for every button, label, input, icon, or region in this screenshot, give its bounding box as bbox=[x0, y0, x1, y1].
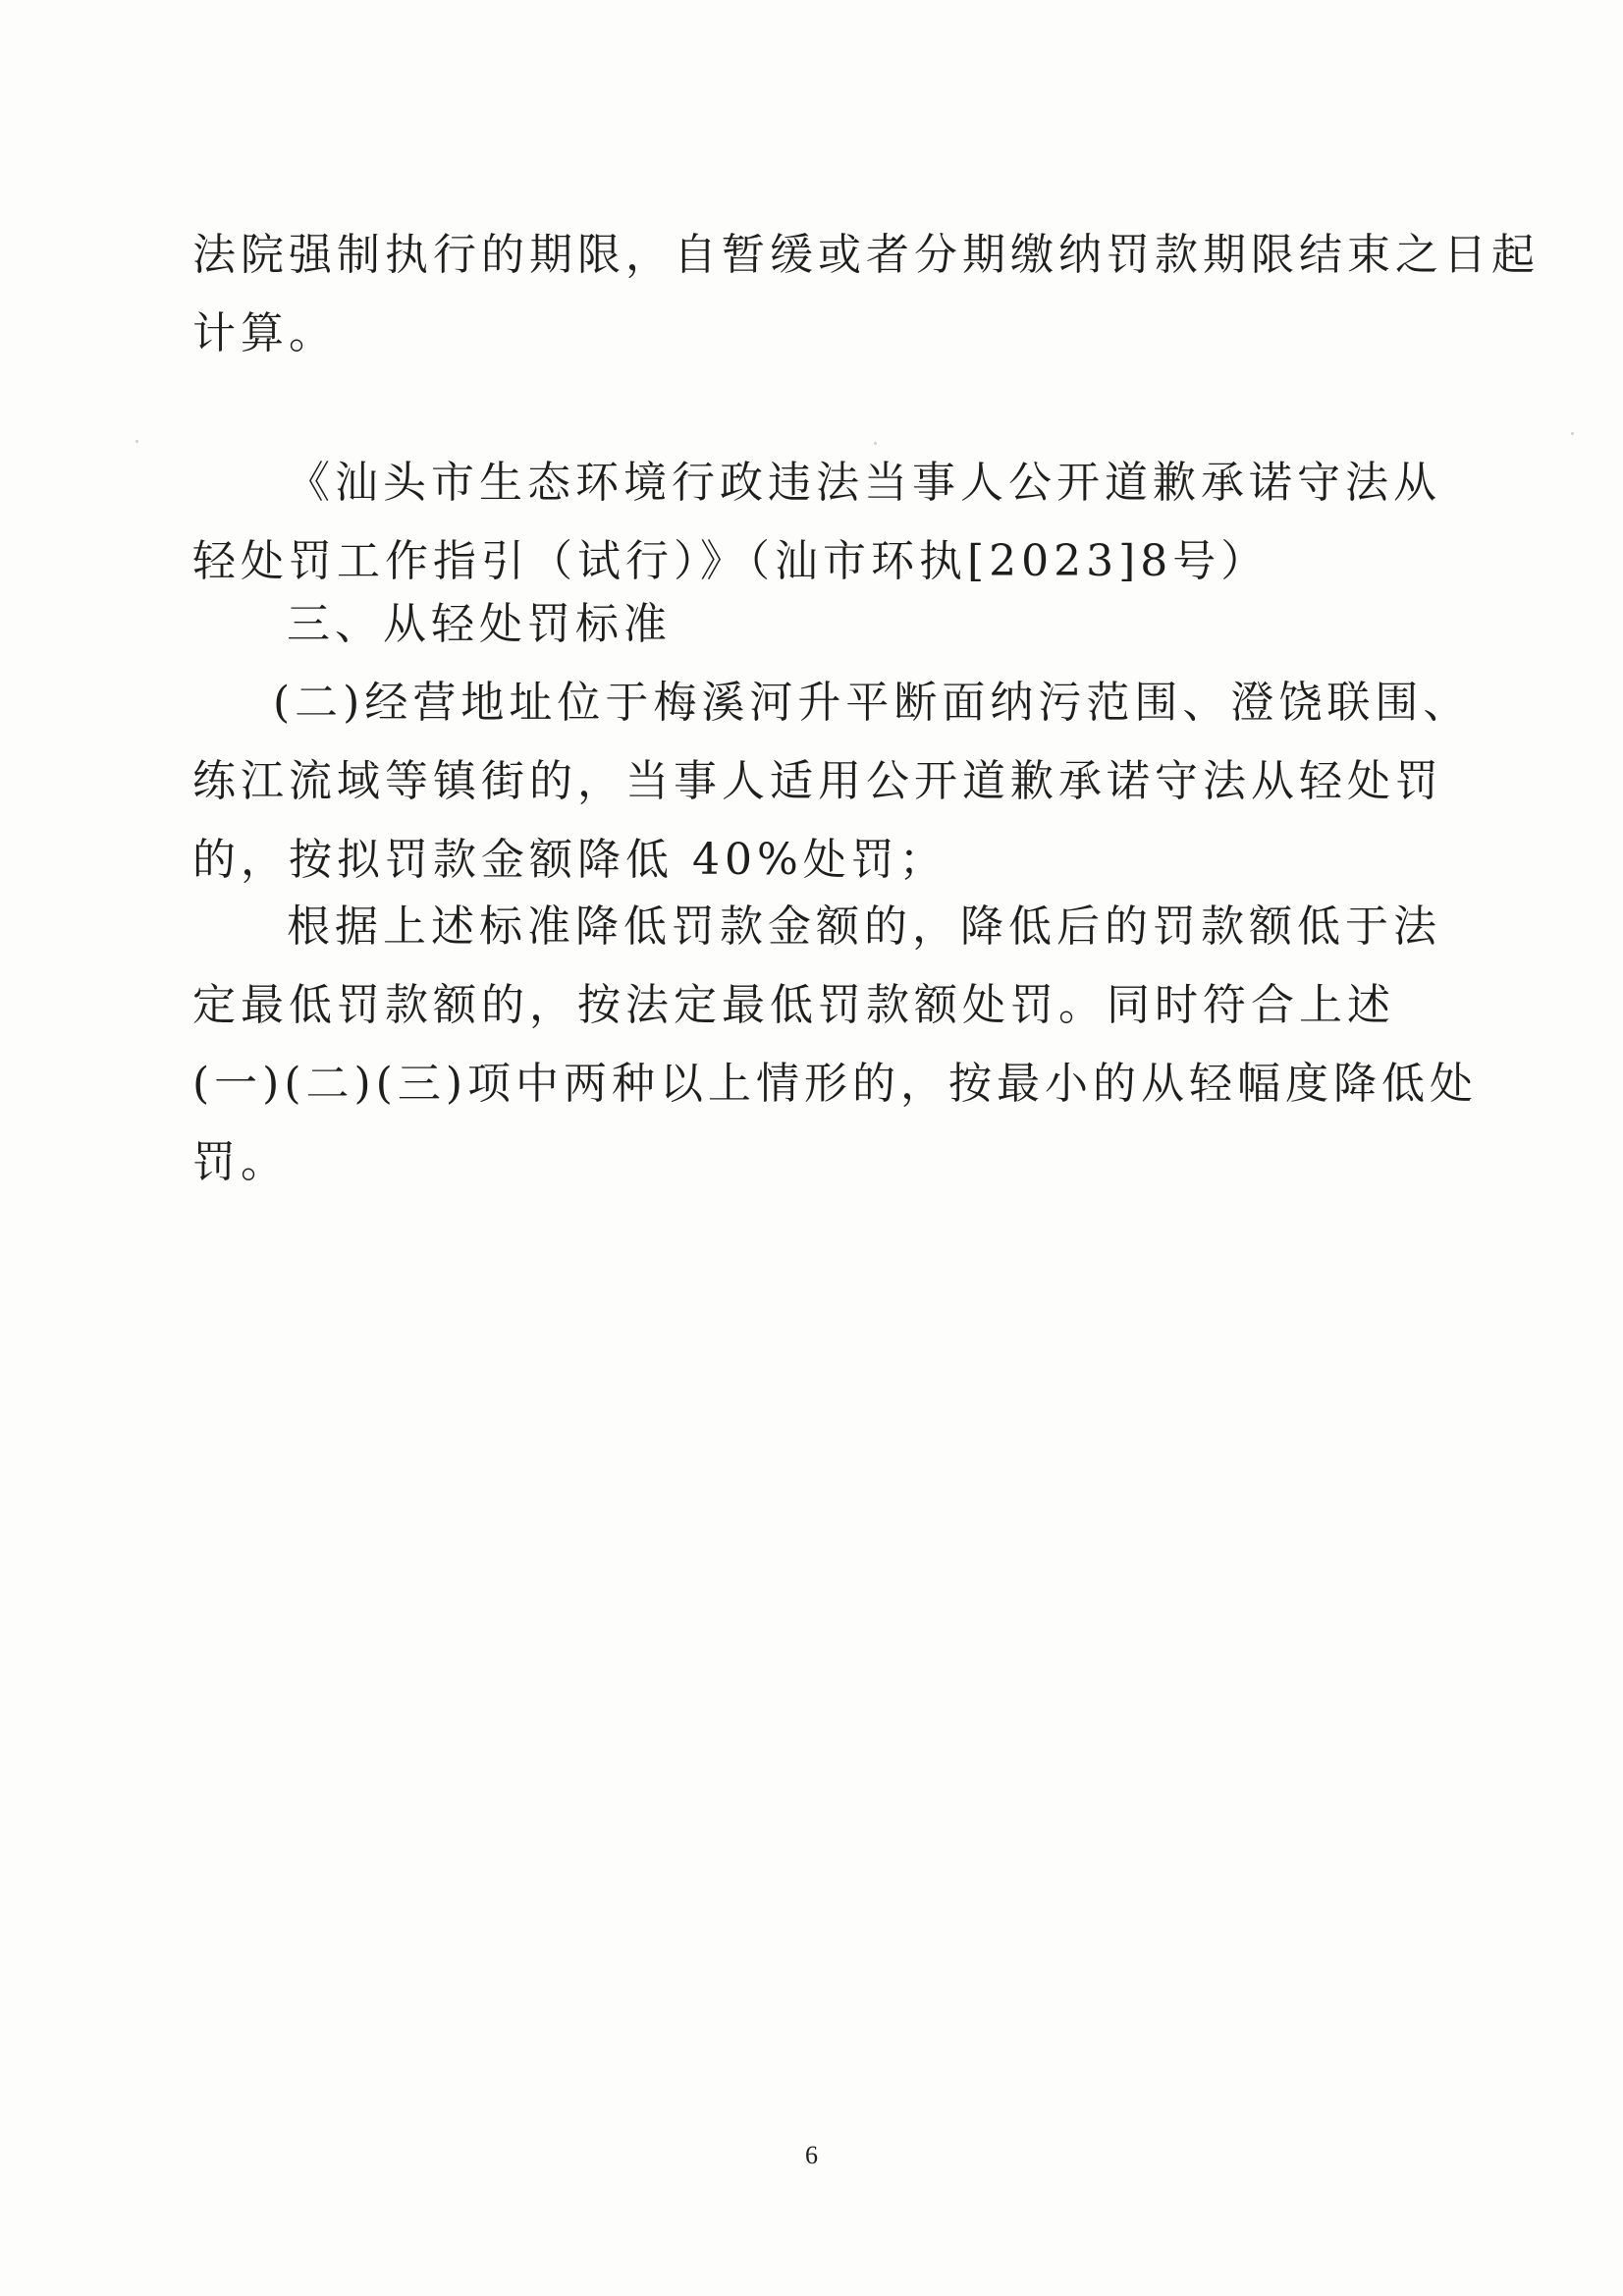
paragraph-line: 根据上述标准降低罚款金额的，降低后的罚款额低于法 bbox=[287, 902, 1441, 952]
paragraph-line: 定最低罚款额的，按法定最低罚款额处罚。同时符合上述 bbox=[192, 980, 1395, 1030]
paragraph-line: 的，按拟罚款金额降低 40%处罚； bbox=[192, 835, 947, 885]
scan-speck bbox=[135, 440, 138, 443]
paragraph-line: 练江流域等镇街的，当事人适用公开道歉承诺守法从轻处罚 bbox=[192, 756, 1443, 806]
paragraph-continuation bbox=[192, 216, 1540, 373]
paragraph-standard-2 bbox=[192, 664, 1472, 900]
paragraph-line: 罚。 bbox=[192, 1137, 289, 1187]
paragraph-line: 计算。 bbox=[192, 308, 337, 358]
section-heading bbox=[192, 585, 1430, 664]
page-number: 6 bbox=[805, 2141, 818, 2169]
reference-title bbox=[192, 444, 1441, 601]
paragraph-line: 法院强制执行的期限，自暂缓或者分期缴纳罚款期限结束之日起 bbox=[192, 230, 1540, 280]
paragraph-line: (一)(二)(三)项中两种以上情形的，按最小的从轻幅度降低处 bbox=[192, 1059, 1478, 1109]
paragraph-line: 轻处罚工作指引（试行）》（汕市环执[2023]8号） bbox=[192, 536, 1270, 586]
heading-text: 三、从轻处罚标准 bbox=[287, 599, 672, 649]
paragraph-rule bbox=[192, 888, 1478, 1202]
scan-speck bbox=[1571, 432, 1574, 435]
paragraph-line: (二)经营地址位于梅溪河升平断面纳污范围、澄饶联围、 bbox=[273, 678, 1472, 728]
paragraph-line: 《汕头市生态环境行政违法当事人公开道歉承诺守法从 bbox=[287, 458, 1441, 508]
